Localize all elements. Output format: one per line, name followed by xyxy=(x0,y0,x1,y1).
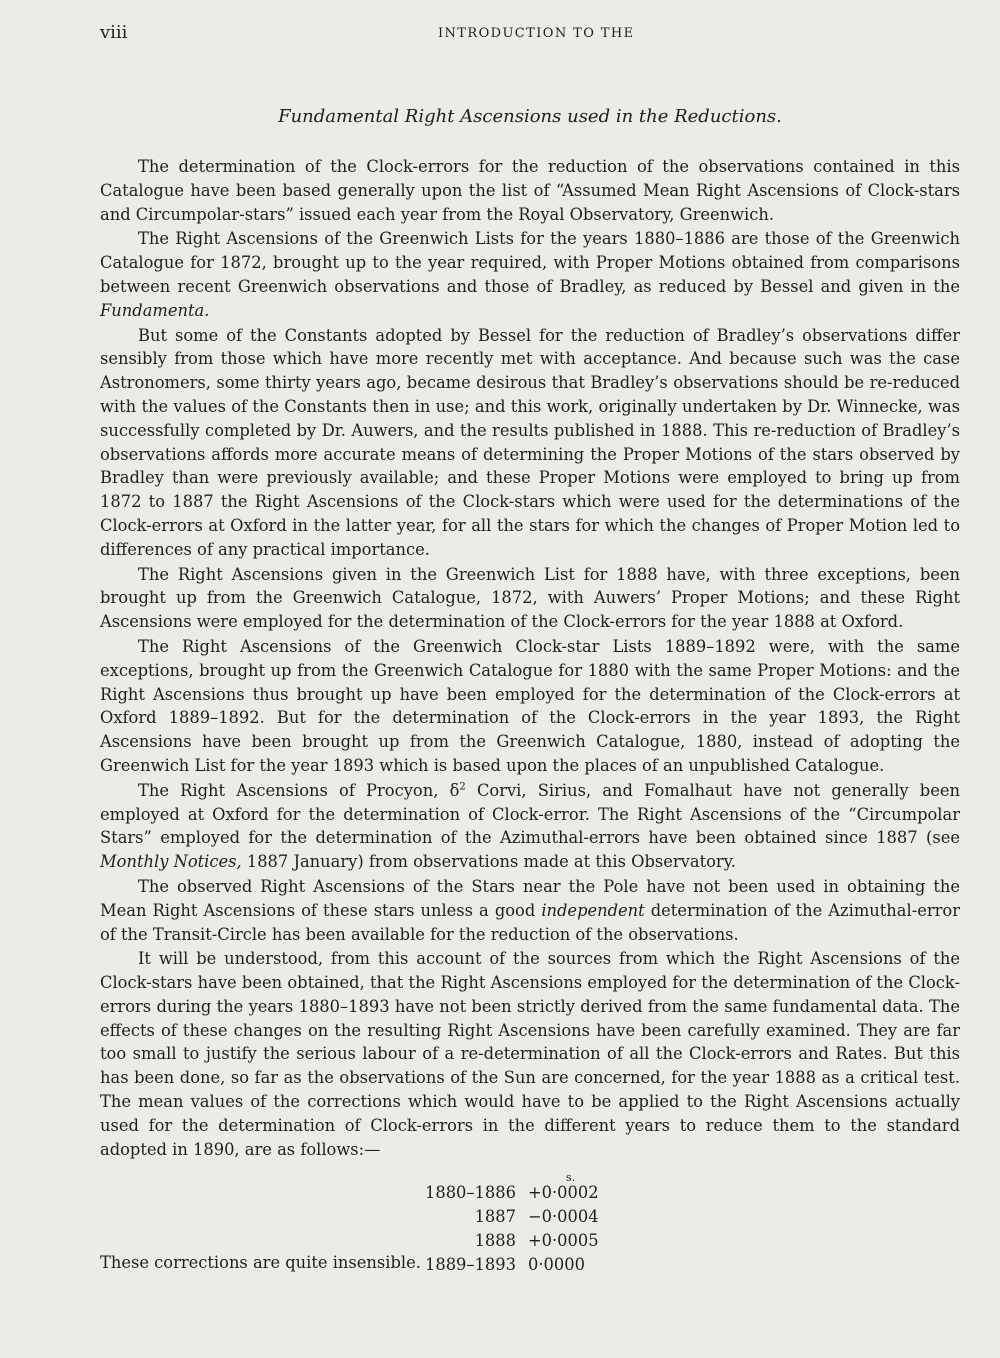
paragraph-bradley-re-reduction: But some of the Constants adopted by Bessel for the reduction of Bradley’s observations differ sensibly from those which have more recently met with acceptance. And because such was the case Astronomers, some thirty years ago, became desirous that Bradley’s observations should be re-reduced with the values of the Constants then in use; and this work, originally undertaken by Dr. Winnecke, was successfully completed by Dr. Auwers, and the results published in 1888. This re-reduction of Bradley’s observations affords more accurate means of determining the Proper Motions of the stars observed by Bradley than were previously available; and these Proper Motions were employed to bring up from 1872 to 1887 the Right Ascensions of the Clock-stars which were used for the determinations of the Clock-errors at Oxford in the latter year, for all the stars for which the changes of Proper Motion led to differences of any practical importance. xyxy=(100,325,960,559)
monthly-notices-title: Monthly Notices, xyxy=(100,852,242,872)
correction-value: 0·0000 xyxy=(528,1255,585,1275)
corrections-row xyxy=(420,1207,640,1231)
paragraph-greenwich-list-1888: The Right Ascensions given in the Greenwich List for 1888 have, with three exceptions, been brought up from the Greenwich Catalogue, 1872, with Auwers’ Proper Motions; and these Right Ascensions were employed for the determination of the Clock-errors for the year 1888 at Oxford. xyxy=(100,564,960,632)
correction-period: 1880–1886 xyxy=(424,1183,516,1203)
paragraph-corrections-summary: It will be understood, from this account of the sources from which the Right Ascensions of the Clock-stars have been obtained, that the Right Ascensions employed for the determination of the Clock-errors during the years 1880–1893 have not been strictly derived from the same fundamental data. The effects of these changes on the resulting Right Ascensions have been carefully examined. They are far too small to justify the serious labour of a re-determination of all the Clock-errors and Rates. But this has been done, so far as the observations of the Sun are concerned, for the year 1888 as a critical test. The mean values of the corrections which would have to be applied to the Right Ascensions actually used for the determination of Clock-errors in the different years to reduce them to the standard adopted in 1890, are as follows:— xyxy=(100,949,960,1159)
corrections-row xyxy=(420,1183,640,1207)
paragraph-text: determination of the Azimuthal-error of the Transit-Circle has been available for the reduction of the observations. xyxy=(100,900,960,944)
paragraph-procyon-corvi-sirius xyxy=(100,779,960,874)
paragraph-text: The observed Right Ascensions of the Stars near the Pole have not been used in obtaining the Mean Right Ascensions of these stars unless a good xyxy=(100,876,960,920)
closing-note: These corrections are quite insensible. xyxy=(100,1253,421,1273)
paragraph-text: 1887 January) from observations made at this Observatory. xyxy=(241,852,736,872)
corrections-row xyxy=(420,1255,640,1279)
paragraph-text: The Right Ascensions of the Greenwich Lists for the years 1880–1886 are those of the Greenwich Catalogue for 1872, brought up to the year required, with Proper Motions obtained from comparisons between recent Greenwich observations and those of Bradley, as reduced by Bessel and given in the xyxy=(100,229,960,296)
paragraph-text: The Right Ascensions of Procyon, δ xyxy=(138,780,460,800)
fundamenta-title: Fundamenta. xyxy=(100,300,210,320)
correction-period: 1889–1893 xyxy=(424,1255,516,1275)
page-number: viii xyxy=(100,22,128,43)
correction-value: +0·0002 xyxy=(528,1183,599,1203)
corrections-table xyxy=(100,1171,960,1291)
corrections-row xyxy=(420,1231,640,1255)
correction-period: 1888 xyxy=(474,1231,516,1251)
paragraph-stars-near-pole xyxy=(100,875,960,946)
paragraph-greenwich-lists-1880-1886 xyxy=(100,227,960,322)
paragraph-clock-star-lists-1889-1892: The Right Ascensions of the Greenwich Clock-star Lists 1889–1892 were, with the same exceptions, brought up from the Greenwich Catalogue for 1880 with the same Proper Motions: and the Right Ascensions thus brought up have been employed for the determination of the Clock-errors at Oxford 1889–1892. But for the determination of the Clock-errors in the year 1893, the Right Ascensions have been brought up from the Greenwich Catalogue, 1880, instead of adopting the Greenwich List for the year 1893 which is based upon the places of an unpublished Catalogue. xyxy=(100,636,960,775)
emphasis-independent: independent xyxy=(541,900,645,920)
section-title: Fundamental Right Ascensions used in the Reductions. xyxy=(278,106,782,127)
correction-period: 1887 xyxy=(474,1207,516,1227)
paragraph-text: Corvi, Sirius, and Fomalhaut have not generally been employed at Oxford for the determination of Clock-error. The Right Ascensions of the “Circumpolar Stars” employed for the determination of the Azimuthal-errors have been obtained since 1887 (see xyxy=(100,780,960,848)
correction-value: −0·0004 xyxy=(528,1207,599,1227)
superscript: 2 xyxy=(459,781,466,793)
running-head xyxy=(100,20,960,54)
paragraph-clock-error-basis: The determination of the Clock-errors for the reduction of the observations contained in this Catalogue have been based generally upon the list of “Assumed Mean Right Ascensions of Clock-stars and Circumpolar-stars” issued each year from the Royal Observatory, Greenwich. xyxy=(100,157,960,224)
correction-value: +0·0005 xyxy=(528,1231,599,1251)
seconds-unit-label: s. xyxy=(566,1171,576,1185)
running-title: INTRODUCTION TO THE xyxy=(438,26,635,41)
